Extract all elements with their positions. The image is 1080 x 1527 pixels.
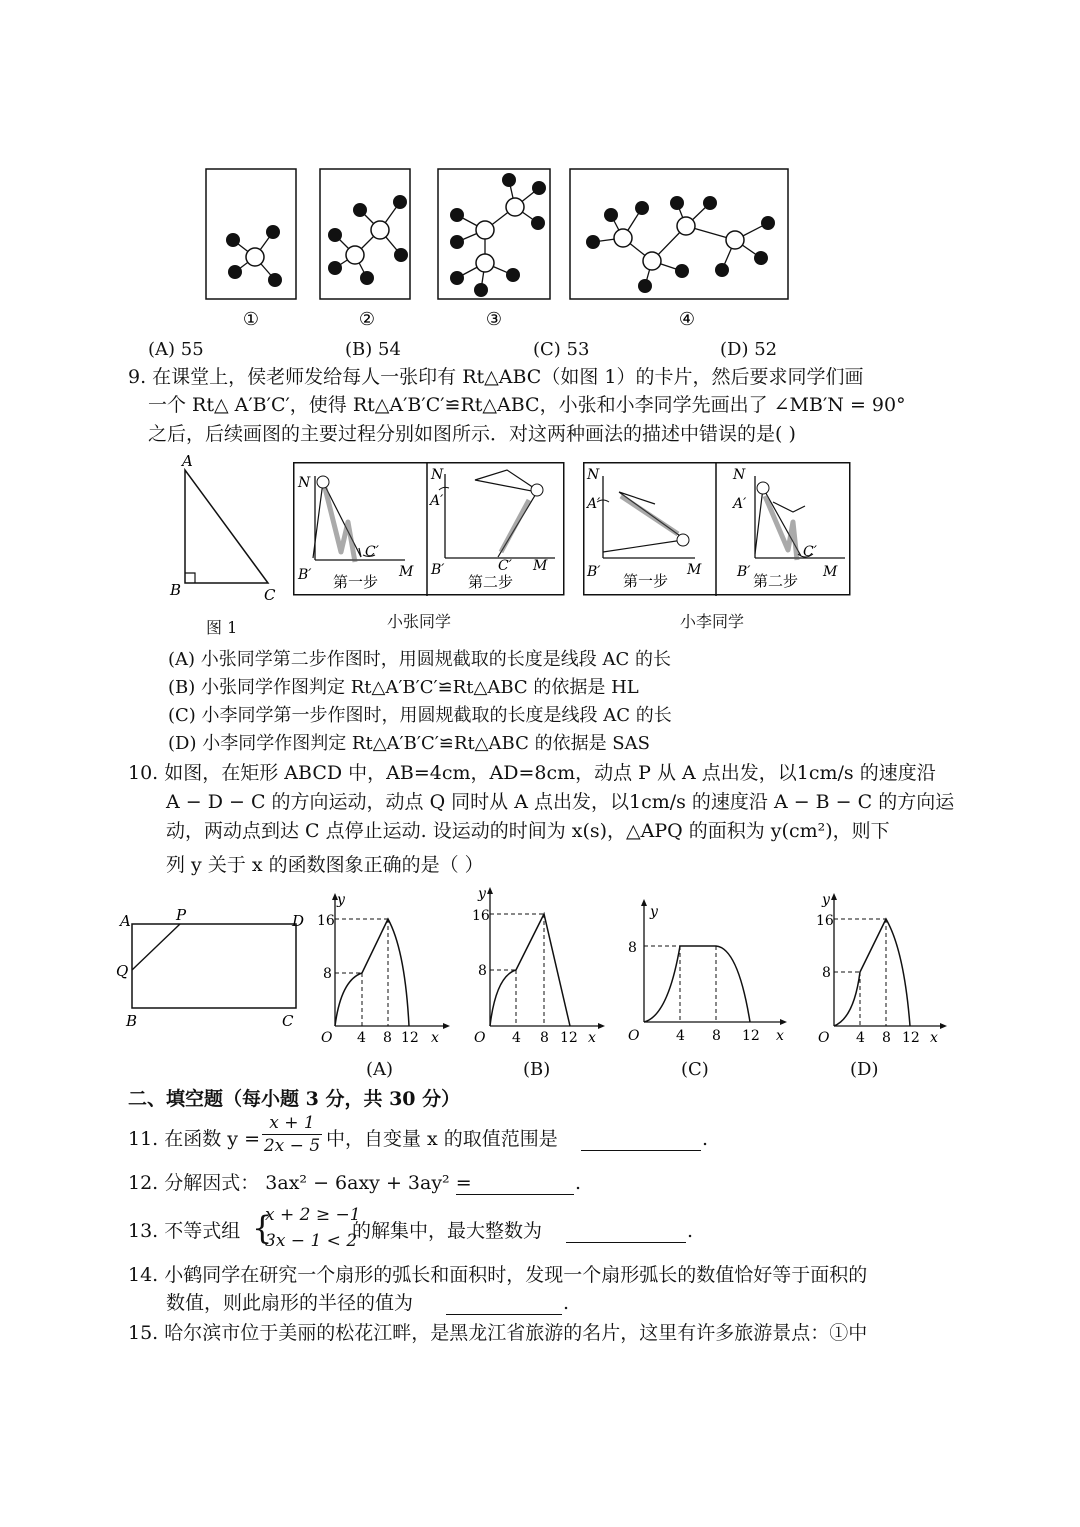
svg-text:8: 8	[540, 1030, 549, 1044]
q11-pre: 11. 在函数 y =	[128, 1128, 260, 1150]
svg-text:M: M	[533, 558, 548, 574]
q10-line-4: 列 y 关于 x 的函数图象正确的是（ ）	[166, 854, 484, 876]
svg-text:C′: C′	[365, 544, 379, 560]
zhang-step2-label: 第二步	[468, 573, 514, 591]
svg-text:x: x	[588, 1030, 596, 1044]
svg-text:8: 8	[882, 1030, 891, 1046]
svg-text:A′: A′	[733, 496, 747, 512]
svg-text:16: 16	[816, 913, 834, 929]
svg-text:B′: B′	[298, 567, 312, 583]
svg-text:4: 4	[512, 1030, 521, 1044]
svg-text:C: C	[264, 586, 276, 604]
svg-text:y: y	[822, 892, 830, 908]
svg-text:8: 8	[323, 966, 332, 982]
q9-zhang-caption: 小张同学	[387, 612, 452, 631]
svg-text:12: 12	[401, 1030, 419, 1046]
svg-text:A: A	[182, 452, 193, 470]
svg-text:M: M	[823, 564, 838, 580]
svg-text:O: O	[818, 1030, 830, 1046]
svg-text:y: y	[337, 892, 345, 908]
q11-post: 中，自变量 x 的取值范围是	[326, 1128, 558, 1150]
q10-rectangle-figure	[112, 900, 312, 1035]
svg-text:4: 4	[357, 1030, 366, 1046]
svg-text:M: M	[399, 564, 414, 580]
q11-fraction	[262, 1112, 322, 1157]
q9-li-panels	[583, 462, 851, 596]
q8-option-c: (C) 53	[533, 339, 590, 360]
svg-text:8: 8	[383, 1030, 392, 1046]
q10-graph-d	[812, 890, 952, 1050]
q12-period: .	[575, 1172, 582, 1194]
zhang-step1-label: 第一步	[333, 573, 379, 591]
q14-answer-blank[interactable]	[446, 1296, 562, 1315]
svg-text:O: O	[321, 1030, 333, 1046]
q9-line-3: 之后，后续画图的主要过程分别如图所示．对这两种画法的描述中错误的是( )	[148, 423, 796, 445]
svg-text:C′: C′	[803, 544, 817, 560]
li-step1-label: 第一步	[623, 572, 669, 590]
q12-text: 12. 分解因式： 3ax² − 6axy + 3ay² =	[128, 1172, 472, 1194]
q13-post: 的解集中，最大整数为	[352, 1220, 543, 1242]
svg-text:B: B	[170, 581, 182, 599]
q11-denominator: 2x − 5	[263, 1136, 321, 1156]
svg-text:M: M	[687, 562, 702, 578]
svg-text:x: x	[930, 1030, 938, 1046]
q8-fig-label-4: ④	[678, 309, 696, 330]
q13-inequality-2: 3x − 1 < 2	[265, 1231, 358, 1251]
svg-text:N: N	[431, 467, 444, 483]
q9-option-d: (D) 小李同学作图判定 Rt△A′B′C′≌Rt△ABC 的依据是 SAS	[168, 733, 650, 754]
q10-graph-a	[313, 890, 453, 1050]
svg-text:N: N	[298, 475, 311, 491]
q10-graph-b	[470, 884, 610, 1044]
q13-period: .	[687, 1220, 694, 1242]
q11-answer-blank[interactable]	[581, 1132, 701, 1151]
q8-option-b: (B) 54	[345, 339, 401, 360]
q13-brace: {	[252, 1209, 273, 1247]
svg-text:8: 8	[628, 940, 637, 956]
q9-zhang-panels	[293, 462, 565, 596]
q9-option-b: (B) 小张同学作图判定 Rt△A′B′C′≌Rt△ABC 的依据是 HL	[168, 677, 639, 698]
svg-text:C: C	[282, 1012, 294, 1030]
q10-line-2: A − D − C 的方向运动，动点 Q 同时从 A 点出发，以1cm/s 的速度沿 A − B − C 的方向运	[166, 791, 955, 813]
q9-line-2: 一个 Rt△ A′B′C′，使得 Rt△A′B′C′≌Rt△ABC，小张和小李同学先画出了 ∠MB′N = 90°	[148, 394, 906, 416]
svg-text:Q: Q	[116, 962, 129, 980]
svg-text:B′: B′	[431, 562, 445, 578]
svg-text:8: 8	[712, 1028, 721, 1044]
svg-text:A′: A′	[587, 496, 601, 512]
svg-text:A: A	[120, 912, 131, 930]
q10-line-1: 10. 如图，在矩形 ABCD 中，AB=4cm，AD=8cm，动点 P 从 A 点出发，以1cm/s 的速度沿	[128, 762, 936, 784]
q11-period: .	[702, 1128, 709, 1150]
svg-text:4: 4	[856, 1030, 865, 1046]
q10-graph-label-b: (B)	[523, 1059, 551, 1080]
q10-line-3: 动，两动点到达 C 点停止运动. 设运动的时间为 x(s)，△APQ 的面积为 y(cm²)，则下	[166, 820, 890, 842]
svg-text:x: x	[776, 1028, 784, 1044]
svg-text:O: O	[628, 1028, 640, 1044]
svg-text:B′: B′	[587, 564, 601, 580]
q13-answer-blank[interactable]	[566, 1224, 686, 1243]
svg-text:8: 8	[822, 965, 831, 981]
q8-option-d: (D) 52	[720, 339, 778, 360]
svg-text:P: P	[176, 906, 187, 924]
svg-text:D: D	[292, 912, 305, 930]
q8-fig-label-3: ③	[485, 309, 503, 330]
q9-fig1-triangle	[160, 450, 290, 640]
q12-answer-blank[interactable]	[456, 1176, 574, 1195]
q13-pre: 13. 不等式组	[128, 1220, 241, 1242]
svg-text:y: y	[650, 904, 658, 920]
svg-text:4: 4	[676, 1028, 685, 1044]
q15-line-1: 15. 哈尔滨市位于美丽的松花江畔，是黑龙江省旅游的名片，这里有许多旅游景点：①中	[128, 1322, 868, 1344]
q14-line-2: 数值，则此扇形的半径的值为	[166, 1292, 414, 1314]
svg-text:A′: A′	[430, 493, 444, 509]
q14-line-1: 14. 小鹤同学在研究一个扇形的弧长和面积时，发现一个扇形弧长的数值恰好等于面积的	[128, 1264, 868, 1286]
q8-figures	[195, 160, 805, 340]
svg-text:8: 8	[478, 963, 487, 979]
svg-text:16: 16	[317, 913, 335, 929]
q8-fig-label-2: ②	[358, 309, 376, 330]
q10-graph-c	[620, 898, 790, 1048]
svg-text:B′: B′	[737, 564, 751, 580]
svg-text:y: y	[478, 886, 486, 902]
q8-fig-label-1: ①	[242, 309, 260, 330]
q9-line-1: 9. 在课堂上，侯老师发给每人一张印有 Rt△ABC（如图 1）的卡片，然后要求同学们画	[128, 366, 864, 388]
svg-text:x: x	[431, 1030, 439, 1046]
q10-graph-label-a: (A)	[366, 1059, 394, 1080]
q9-fig1-caption: 图 1	[206, 618, 238, 637]
svg-text:N: N	[587, 467, 600, 483]
svg-text:O: O	[474, 1030, 486, 1044]
q11-numerator: x + 1	[269, 1113, 315, 1133]
q9-li-caption: 小李同学	[680, 612, 745, 631]
q9-option-a: (A) 小张同学第二步作图时，用圆规截取的长度是线段 AC 的长	[168, 649, 671, 670]
q8-option-a: (A) 55	[148, 339, 204, 360]
svg-text:B: B	[126, 1012, 138, 1030]
svg-text:16: 16	[472, 908, 490, 924]
svg-text:12: 12	[902, 1030, 920, 1046]
q9-option-c: (C) 小李同学第一步作图时，用圆规截取的长度是线段 AC 的长	[168, 705, 672, 726]
q10-graph-label-c: (C)	[681, 1059, 709, 1080]
q10-graph-label-d: (D)	[850, 1059, 879, 1080]
li-step2-label: 第二步	[753, 572, 799, 590]
q13-inequality-1: x + 2 ≥ −1	[265, 1205, 361, 1225]
svg-text:12: 12	[560, 1030, 578, 1044]
q14-period: .	[563, 1292, 570, 1314]
svg-text:N: N	[733, 467, 746, 483]
q13-system	[265, 1202, 361, 1254]
svg-text:12: 12	[742, 1028, 760, 1044]
svg-text:C′: C′	[498, 558, 512, 574]
section-2-title: 二、填空题（每小题 3 分，共 30 分）	[128, 1088, 461, 1110]
